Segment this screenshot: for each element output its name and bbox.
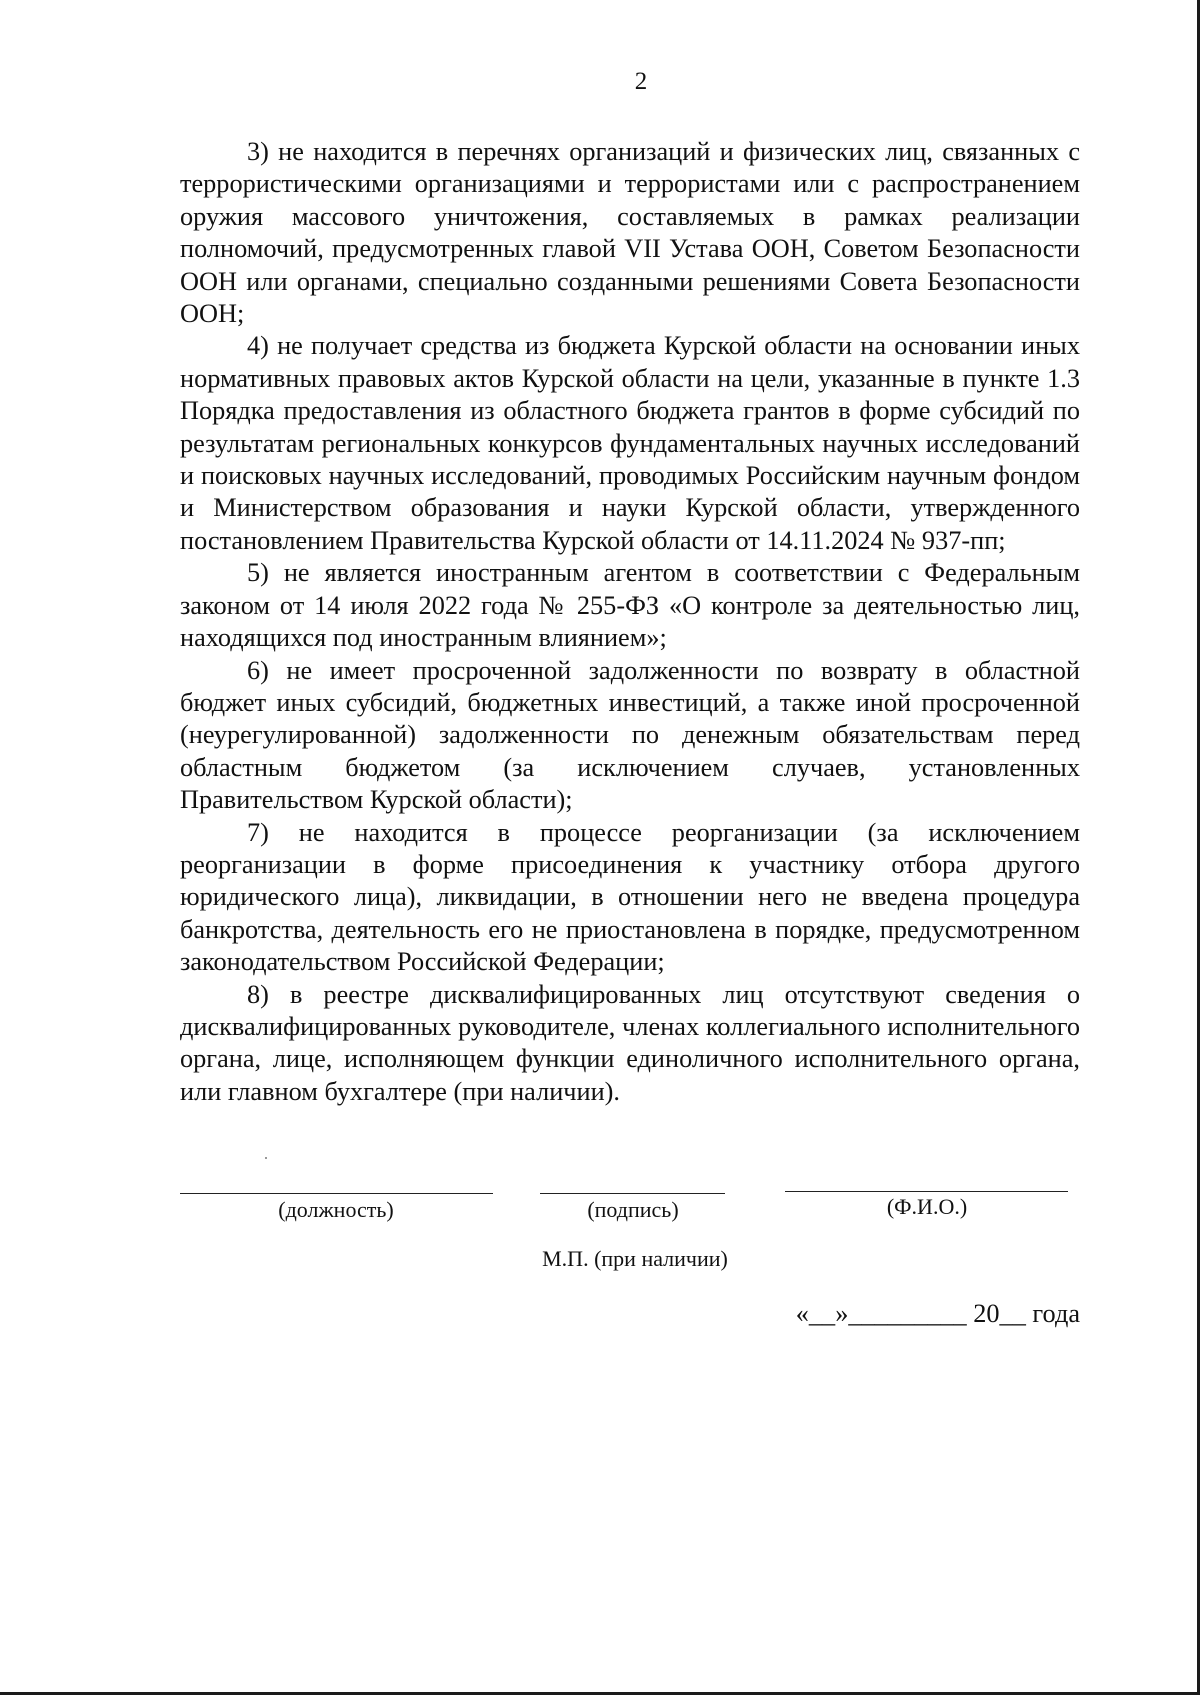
- signature-line: [540, 1193, 725, 1194]
- signature-caption: (подпись): [587, 1197, 679, 1222]
- seal-note: М.П. (при наличии): [542, 1246, 728, 1271]
- name-caption: (Ф.И.О.): [886, 1194, 968, 1219]
- paragraph-item-4: 4) не получает средства из бюджета Курской области на основании иных нормативных правовых актов Курской области на цели, указанные в пункте 1.3 Порядка предоставления из областного бюджета грантов в форме субсидий по результатам региональных конкурсов фундаментальных научных исследований и поисковых научных исследований, проводимых Российским научным фондом и Министерством образования и науки Курской области, утвержденного постановлением Правительства Курской области от 14.11.2024 № 937-пп;: [180, 331, 1080, 555]
- date-line: «__»_________ 20__ года: [795, 1299, 1080, 1328]
- paragraph-item-5: 5) не является иностранным агентом в соответствии с Федеральным законом от 14 июля 2022 года № 255-ФЗ «О контроле за деятельностью лиц, находящихся под иностранным влиянием»;: [180, 558, 1080, 653]
- scan-speck: [265, 1157, 267, 1159]
- paragraph-item-8: 8) в реестре дисквалифицированных лиц отсутствуют сведения о дисквалифицированных руководителе, членах коллегиального исполнительного органа, лице, исполняющем функции единоличного исполнительного органа, или главном бухгалтере (при наличии).: [180, 979, 1080, 1106]
- page-number: 2: [634, 68, 648, 95]
- paragraph-item-7: 7) не находится в процессе реорганизации (за исключением реорганизации в форме присоединения к участнику отбора другого юридического лица), ликвидации, в отношении него не введена процедура банкротства, деятельность его не приостановлена в порядке, предусмотренном законодательством Российской Федерации;: [180, 817, 1080, 977]
- position-caption: (должность): [278, 1197, 394, 1222]
- position-line: [180, 1193, 493, 1194]
- name-line: [785, 1191, 1068, 1192]
- paragraph-item-3: 3) не находится в перечнях организаций и физических лиц, связанных с террористическими организациями и террористами или с распространением оружия массового уничтожения, составляемых в рамках реализации полномочий, предусмотренных главой VII Устава ООН, Советом Безопасности ООН или органами, специально созданными решениями Совета Безопасности ООН;: [180, 137, 1080, 329]
- paragraph-item-6: 6) не имеет просроченной задолженности по возврату в областной бюджет иных субсидий, бюджетных инвестиций, а также иной просроченной (неурегулированной) задолженности по денежным обязательствам перед областным бюджетом (за исключением случаев, установленных Правительством Курской области);: [180, 655, 1080, 815]
- document-body: [180, 136, 1080, 1108]
